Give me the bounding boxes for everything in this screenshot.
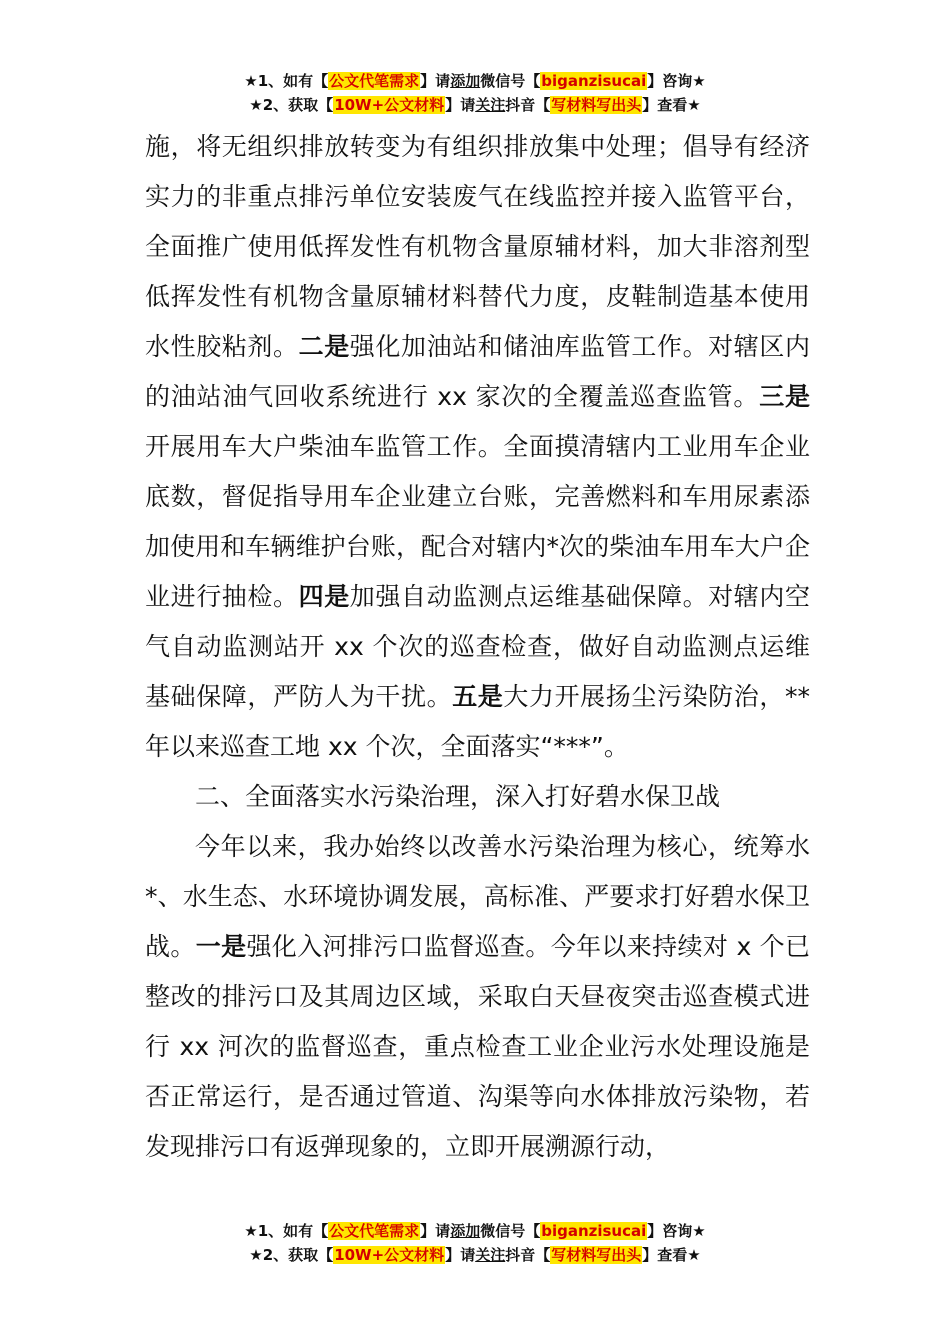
banner-highlight: 10W+公文材料 (334, 96, 445, 114)
banner-text: 】查看★ (642, 96, 701, 114)
banner-text: ★2、获取【 (249, 1246, 334, 1264)
header-banner (0, 69, 950, 117)
document-body (145, 122, 810, 1172)
section-heading: 二、全面落实水污染治理，深入打好碧水保卫战 (195, 782, 721, 811)
bold-marker: 四是 (298, 582, 350, 611)
banner-text: 微信号【 (480, 1222, 541, 1240)
banner-highlight: 公文代笔需求 (329, 1222, 420, 1240)
banner-highlight: biganzisucai (541, 1222, 647, 1240)
banner-highlight: 公文代笔需求 (329, 72, 420, 90)
footer-banner (0, 1219, 950, 1267)
banner-line-1 (0, 1219, 950, 1243)
bold-marker: 二是 (298, 332, 350, 361)
banner-text: 】请 (445, 1246, 476, 1264)
banner-text: 】查看★ (642, 1246, 701, 1264)
banner-line-2 (0, 93, 950, 117)
banner-text: 抖音【 (505, 1246, 551, 1264)
banner-underline: 添加 (450, 72, 481, 90)
bold-marker: 三是 (759, 382, 810, 411)
banner-text: 】咨询★ (647, 72, 706, 90)
banner-highlight: biganzisucai (541, 72, 647, 90)
banner-text: ★2、获取【 (249, 96, 334, 114)
banner-underline: 添加 (450, 1222, 481, 1240)
banner-line-1 (0, 69, 950, 93)
banner-underline: 关注 (475, 96, 506, 114)
banner-highlight: 10W+公文材料 (334, 1246, 445, 1264)
banner-text: 抖音【 (505, 96, 551, 114)
paragraph-2: 今年以来，我办始终以改善水污染治理为核心，统筹水*、水生态、水环境协调发展，高标准、严要求打好碧水保卫战。一是强化入河排污口监督巡查。今年以来持续对 x 个已整改的排污口及其周边区域，采取白天昼夜突击巡查模式进行 xx 河次的监督巡查，重点检查工业企业污水处理设施是否正常运行，是否通过管道、沟渠等向水体排放污染物，若发现排污口有返弹现象的，立即开展溯源行动， (145, 832, 810, 1161)
banner-text: ★1、如有【 (244, 1222, 329, 1240)
paragraph-1: 施，将无组织排放转变为有组织排放集中处理；倡导有经济实力的非重点排污单位安装废气在线监控并接入监管平台，全面推广使用低挥发性有机物含量原辅材料，加大非溶剂型低挥发性有机物含量原辅材料替代力度，皮鞋制造基本使用水性胶粘剂。二是强化加油站和储油库监管工作。对辖区内的油站油气回收系统进行 xx 家次的全覆盖巡查监管。三是开展用车大户柴油车监管工作。全面摸清辖内工业用车企业底数，督促指导用车企业建立台账，完善燃料和车用尿素添加使用和车辆维护台账，配合对辖内*次的柴油车用车大户企业进行抽检。四是加强自动监测点运维基础保障。对辖内空气自动监测站开 xx 个次的巡查检查，做好自动监测点运维基础保障，严防人为干扰。五是大力开展扬尘污染防治，**年以来巡查工地 xx 个次，全面落实“***”。 (145, 132, 810, 761)
bold-marker: 一是 (195, 932, 247, 961)
banner-text: 】请 (445, 96, 476, 114)
banner-highlight: 写材料写出头 (551, 96, 642, 114)
banner-text: 】请 (420, 1222, 451, 1240)
banner-underline: 关注 (475, 1246, 506, 1264)
banner-text: ★1、如有【 (244, 72, 329, 90)
banner-text: 】咨询★ (647, 1222, 706, 1240)
banner-line-2 (0, 1243, 950, 1267)
banner-text: 微信号【 (480, 72, 541, 90)
banner-text: 】请 (420, 72, 451, 90)
bold-marker: 五是 (452, 682, 504, 711)
banner-highlight: 写材料写出头 (551, 1246, 642, 1264)
